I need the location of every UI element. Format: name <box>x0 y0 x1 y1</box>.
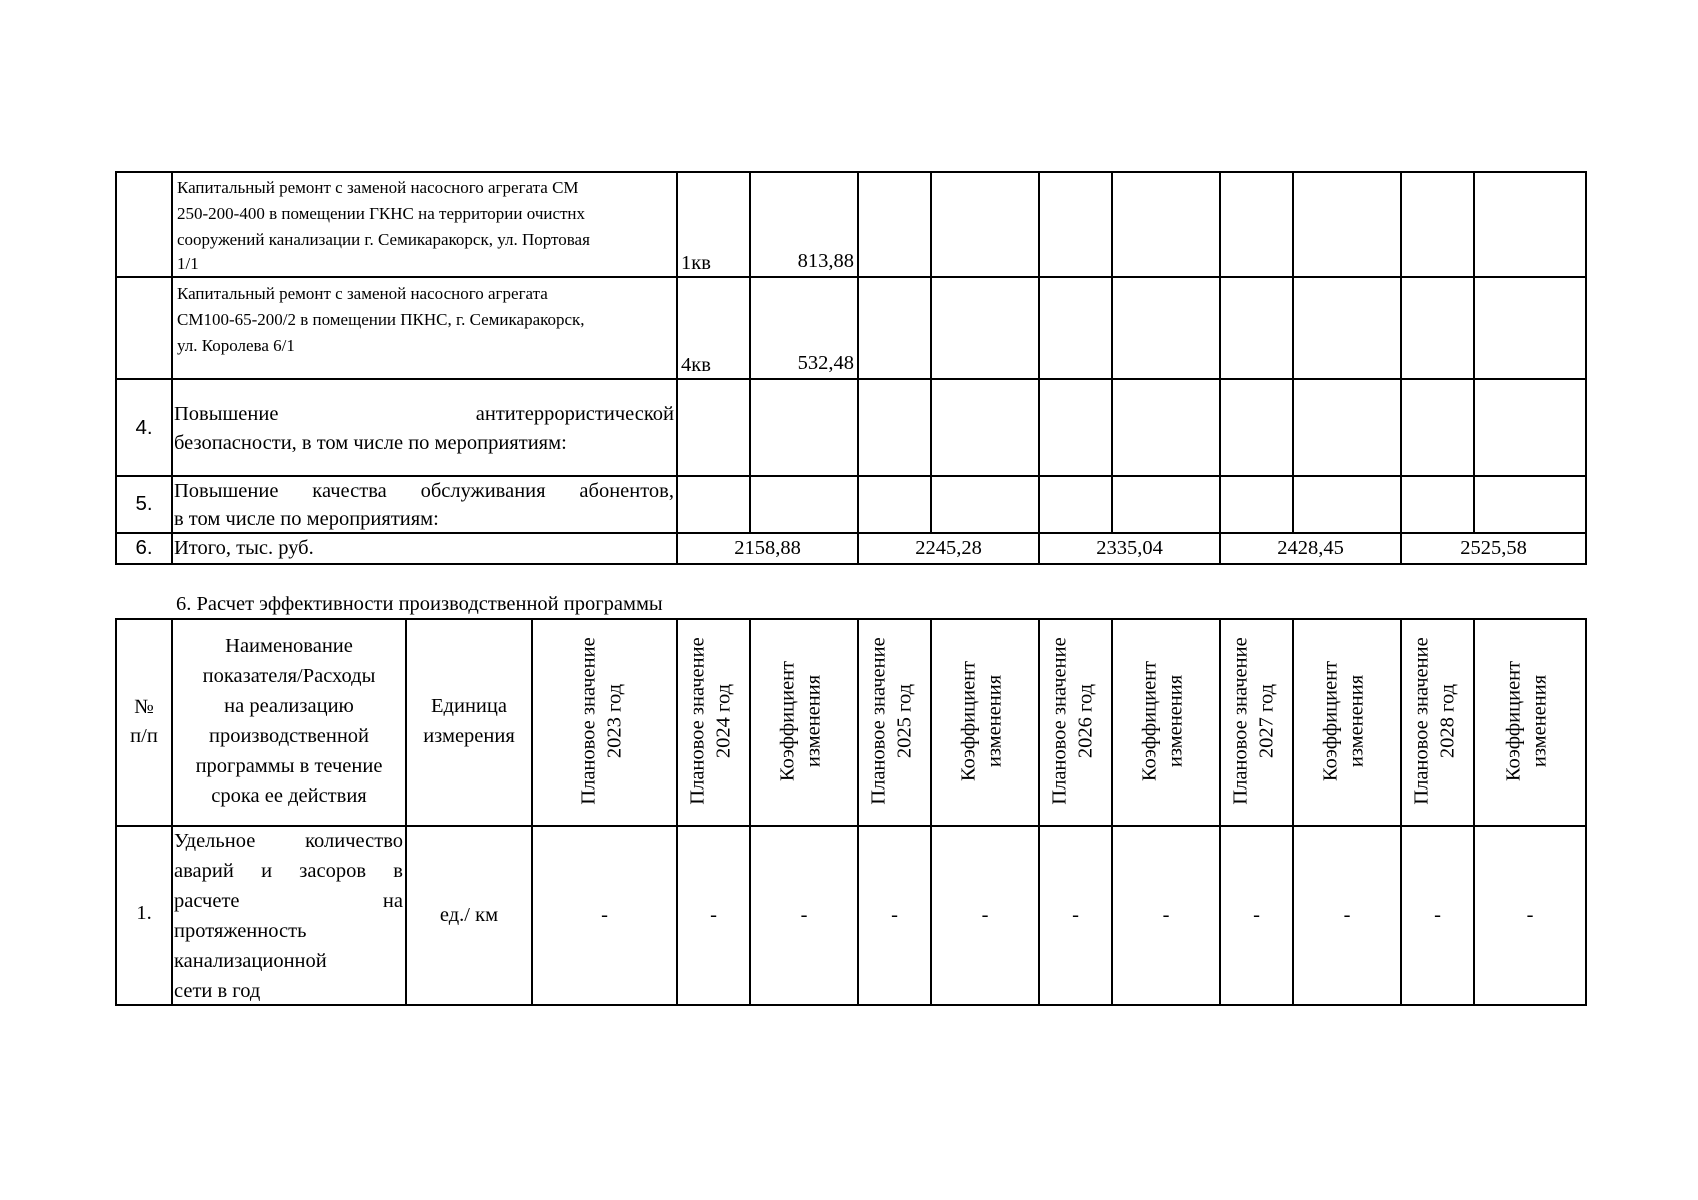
header-rotated-line: Плановое значение <box>577 637 600 805</box>
header-rotated-line: Коэффициент <box>957 660 980 782</box>
header-rotated-line: 2028 год <box>1436 683 1459 759</box>
row-name-line: расчете на <box>174 890 403 912</box>
row-name-line: Капитальный ремонт с заменой насосного агрегата <box>177 284 548 303</box>
header-plan-2026 <box>1047 619 1105 824</box>
row-name-line: безопасности, в том числе по мероприятиям: <box>174 432 567 454</box>
header-number-line: п/п <box>130 725 158 747</box>
row-unit: ед./ км <box>439 904 499 926</box>
header-rotated-line: Плановое значение <box>686 637 709 805</box>
row-name-line: сооружений канализации г. Семикаракорск, ул. Портовая <box>177 230 590 249</box>
header-name-line: производственной <box>208 725 370 747</box>
header-name-line: показателя/Расходы <box>202 665 376 687</box>
row-name-line: Повышение антитеррористической <box>174 403 674 425</box>
row-number: 1. <box>136 902 152 924</box>
value-coef-2024: - <box>800 904 808 926</box>
total-value: 2428,45 <box>1277 537 1344 559</box>
header-rotated-line: 2027 год <box>1255 683 1278 759</box>
total-value: 2335,04 <box>1096 537 1163 559</box>
header-unit-line: Единица <box>431 695 507 717</box>
header-number-line: № <box>134 696 154 718</box>
header-rotated-line: изменения <box>983 674 1006 768</box>
header-rotated-line: Плановое значение <box>1410 637 1433 805</box>
header-rotated-line: Плановое значение <box>867 637 890 805</box>
value-coef-2028: - <box>1526 904 1534 926</box>
row-amount: 532,48 <box>797 352 854 374</box>
value-plan-2028: - <box>1434 904 1441 926</box>
row-period: 4кв <box>681 354 711 376</box>
header-rotated-line: Плановое значение <box>1048 637 1071 805</box>
section-title: 6. Расчет эффективности производственной программы <box>176 593 663 615</box>
header-rotated-line: 2024 год <box>712 683 735 759</box>
row-name-line: ул. Королева 6/1 <box>177 336 295 355</box>
row-name-line: сети в год <box>174 980 261 1002</box>
header-unit-line: измерения <box>423 725 515 747</box>
header-plan-2028 <box>1409 619 1467 824</box>
header-name-line: на реализацию <box>224 695 354 717</box>
value-plan-2026: - <box>1072 904 1079 926</box>
header-coef-2024 <box>775 619 833 824</box>
total-value: 2158,88 <box>734 537 801 559</box>
header-name-line: срока ее действия <box>211 785 367 807</box>
header-rotated-line: Плановое значение <box>1229 637 1252 805</box>
row-name-line: протяженность <box>174 920 307 942</box>
row-name-line: Повышение качества обслуживания абонентов, <box>174 480 674 502</box>
total-value: 2245,28 <box>915 537 982 559</box>
row-name-line: 250-200-400 в помещении ГКНС на территории очистнх <box>177 204 586 223</box>
row-name-line: Капитальный ремонт с заменой насосного агрегата СМ <box>177 178 579 197</box>
row-name-line: Удельное количество <box>174 830 403 852</box>
value-coef-2027: - <box>1343 904 1351 926</box>
header-rotated-line: 2023 год <box>603 683 626 759</box>
header-coef-2028 <box>1501 619 1559 824</box>
header-name-line: Наименование <box>225 635 353 657</box>
header-coef-2026 <box>1137 619 1195 824</box>
total-label: Итого, тыс. руб. <box>174 537 314 559</box>
row-number: 4. <box>135 416 153 439</box>
row-name-line: аварий и засоров в <box>174 860 403 882</box>
header-plan-2025 <box>866 619 924 824</box>
header-rotated-line: 2025 год <box>893 683 916 759</box>
header-rotated-line: Коэффициент <box>776 660 799 782</box>
header-coef-2027 <box>1318 619 1376 824</box>
total-value: 2525,58 <box>1460 537 1527 559</box>
value-plan-2025: - <box>891 904 898 926</box>
header-rotated-line: 2026 год <box>1074 683 1097 759</box>
header-rotated-line: изменения <box>802 674 825 768</box>
header-rotated-line: Коэффициент <box>1502 660 1525 782</box>
header-rotated-line: изменения <box>1345 674 1368 768</box>
value-coef-2026: - <box>1162 904 1170 926</box>
row-name-line: канализационной <box>174 950 327 972</box>
row-number: 5. <box>135 492 153 515</box>
header-plan-2027 <box>1228 619 1286 824</box>
value-coef-2025: - <box>981 904 989 926</box>
header-plan-2024 <box>685 619 743 824</box>
header-name-line: программы в течение <box>195 755 383 777</box>
value-plan-2024: - <box>710 904 717 926</box>
header-rotated-line: изменения <box>1164 674 1187 768</box>
row-name-line: 1/1 <box>177 254 199 273</box>
row-name-line: в том числе по мероприятиям: <box>174 508 439 530</box>
value-plan-2027: - <box>1253 904 1260 926</box>
row-amount: 813,88 <box>797 250 854 272</box>
row-number: 6. <box>135 536 153 559</box>
header-rotated-line: Коэффициент <box>1138 660 1161 782</box>
header-rotated-line: изменения <box>1528 674 1551 768</box>
row-period: 1кв <box>681 252 711 274</box>
header-plan-2023 <box>576 619 634 824</box>
header-coef-2025 <box>956 619 1014 824</box>
header-rotated-line: Коэффициент <box>1319 660 1342 782</box>
row-name-line: СМ100-65-200/2 в помещении ПКНС, г. Семикаракорск, <box>177 310 585 329</box>
value-plan-2023: - <box>601 904 608 926</box>
